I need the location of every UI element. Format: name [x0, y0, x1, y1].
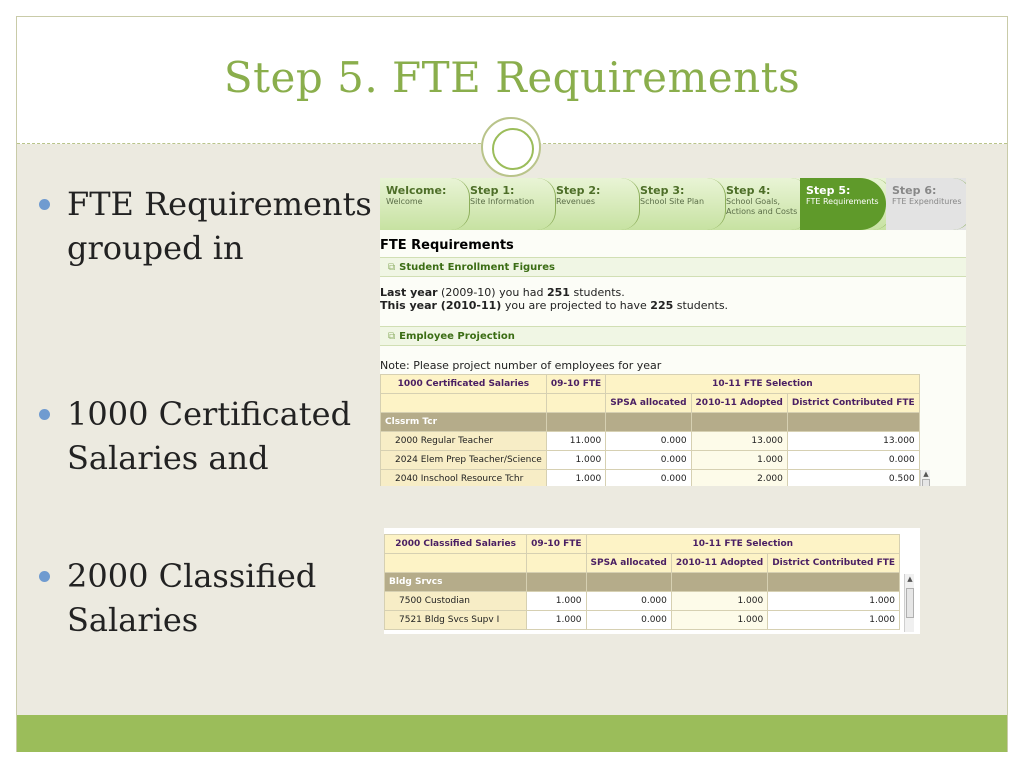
- certificated-table: [380, 374, 920, 486]
- wizard-step-6[interactable]: [886, 178, 966, 230]
- bullet-dot-icon: [39, 199, 50, 210]
- adopted-input[interactable]: 1.000: [671, 592, 767, 611]
- district-value: 1.000: [768, 592, 900, 611]
- wizard-step-4[interactable]: [720, 178, 804, 230]
- step-subtitle: School Goals, Actions and Costs: [726, 197, 798, 216]
- spsa-value: 0.000: [606, 432, 691, 451]
- bullet-item: [37, 392, 377, 480]
- step-subtitle: FTE Requirements: [806, 197, 879, 206]
- ring-ornament-icon: [481, 117, 541, 177]
- group-cell: [606, 413, 691, 432]
- wizard-step-5-active[interactable]: [800, 178, 886, 230]
- fte-0910-value: 1.000: [527, 611, 586, 630]
- table-row: [385, 611, 900, 630]
- col-0910: 09-10 FTE: [527, 535, 586, 554]
- last-year-count: 251: [547, 286, 570, 299]
- scroll-thumb[interactable]: [922, 479, 930, 486]
- group-cell: [691, 413, 787, 432]
- fte-0910-value: 1.000: [546, 470, 605, 487]
- this-year-label: This year (2010-11): [380, 299, 502, 312]
- footer-band: [17, 715, 1007, 752]
- col-district: District Contributed FTE: [768, 554, 900, 573]
- last-year-label: Last year: [380, 286, 438, 299]
- last-year-end: students.: [573, 286, 625, 299]
- pane-heading: FTE Requirements: [380, 238, 514, 253]
- wizard-step-1[interactable]: [464, 178, 550, 230]
- slide-title: Step 5. FTE Requirements: [223, 53, 801, 102]
- adopted-input[interactable]: 1.000: [671, 611, 767, 630]
- fte-0910-value: 11.000: [546, 432, 605, 451]
- step-subtitle: School Site Plan: [640, 197, 705, 206]
- row-label: 2024 Elem Prep Teacher/Science: [381, 451, 547, 470]
- group-cell: [787, 413, 919, 432]
- this-year-mid: you are projected to have: [504, 299, 647, 312]
- classified-table: [384, 534, 900, 630]
- table-title: 2000 Classified Salaries: [385, 535, 527, 554]
- row-label: 7521 Bldg Svcs Supv I: [385, 611, 527, 630]
- bullet-item: [37, 182, 377, 270]
- group-cell: [768, 573, 900, 592]
- col-0910: 09-10 FTE: [546, 375, 605, 394]
- this-year-text: [380, 299, 728, 312]
- spsa-value: 0.000: [606, 470, 691, 487]
- this-year-count: 225: [650, 299, 674, 312]
- popup-link-icon: ⧉: [388, 262, 396, 273]
- group-cell: [546, 413, 605, 432]
- district-value: 1.000: [768, 611, 900, 630]
- step-subtitle: Revenues: [556, 197, 596, 206]
- bullet-text: 1000 Certificated Salaries and: [67, 395, 352, 477]
- wizard-step-3[interactable]: [634, 178, 720, 230]
- fte-0910-value: 1.000: [546, 451, 605, 470]
- bullet-text: 2000 Classified Salaries: [67, 557, 317, 639]
- row-label: 2000 Regular Teacher: [381, 432, 547, 451]
- table-scrollbar[interactable]: [904, 574, 914, 632]
- table-row: [381, 451, 920, 470]
- step-title: Step 1:: [470, 184, 515, 197]
- col-adopted: 2010-11 Adopted: [671, 554, 767, 573]
- table-row: [381, 470, 920, 487]
- fte-0910-value: 1.000: [527, 592, 586, 611]
- wizard-step-2[interactable]: [550, 178, 634, 230]
- scroll-thumb[interactable]: [906, 588, 914, 618]
- step-title: Step 2:: [556, 184, 601, 197]
- col-selection: 10-11 FTE Selection: [586, 535, 899, 554]
- table-row: [381, 432, 920, 451]
- step-subtitle: Site Information: [470, 197, 535, 206]
- projection-section-header[interactable]: [380, 326, 966, 346]
- adopted-input[interactable]: 1.000: [691, 451, 787, 470]
- header-blank: [385, 554, 527, 573]
- row-label: 7500 Custodian: [385, 592, 527, 611]
- group-cell: [586, 573, 671, 592]
- spsa-value: 0.000: [586, 592, 671, 611]
- bullet-item: [37, 554, 377, 642]
- last-year-period: (2009-10): [441, 286, 496, 299]
- group-cell: [671, 573, 767, 592]
- table-row: [385, 592, 900, 611]
- header-blank: [381, 394, 547, 413]
- arrow-up-icon[interactable]: ▲: [923, 470, 929, 478]
- row-label: 2040 Inschool Resource Tchr: [381, 470, 547, 487]
- wizard-steps: [380, 178, 966, 230]
- classified-salaries-screenshot: [384, 528, 920, 634]
- step-title: Step 4:: [726, 184, 771, 197]
- fte-pane: [380, 230, 966, 486]
- header-blank: [527, 554, 586, 573]
- header-blank: [546, 394, 605, 413]
- bullet-dot-icon: [39, 571, 50, 582]
- col-district: District Contributed FTE: [787, 394, 919, 413]
- table-scrollbar[interactable]: [920, 470, 930, 486]
- col-selection: 10-11 FTE Selection: [606, 375, 919, 394]
- spsa-value: 0.000: [586, 611, 671, 630]
- district-value: 0.000: [787, 451, 919, 470]
- step-title: Step 5:: [806, 184, 851, 197]
- district-value: 13.000: [787, 432, 919, 451]
- section-title: Student Enrollment Figures: [399, 262, 555, 273]
- district-value: 0.500: [787, 470, 919, 487]
- group-row-label: Bldg Srvcs: [385, 573, 527, 592]
- enrollment-section-header[interactable]: [380, 257, 966, 277]
- arrow-up-icon[interactable]: ▲: [907, 575, 913, 583]
- step-subtitle: Welcome: [386, 197, 423, 206]
- popup-link-icon: ⧉: [388, 331, 396, 342]
- col-spsa: SPSA allocated: [586, 554, 671, 573]
- adopted-input[interactable]: 2.000: [691, 470, 787, 487]
- col-adopted: 2010-11 Adopted: [691, 394, 787, 413]
- table-title: 1000 Certificated Salaries: [381, 375, 547, 394]
- last-year-mid: you had: [499, 286, 544, 299]
- step-title: Welcome:: [386, 184, 447, 197]
- step-title: Step 6:: [892, 184, 937, 197]
- bullet-dot-icon: [39, 409, 50, 420]
- bullet-text: FTE Requirements grouped in: [67, 185, 372, 267]
- group-row-label: Clssrm Tcr: [381, 413, 547, 432]
- group-cell: [527, 573, 586, 592]
- projection-note: Note: Please project number of employees for year: [380, 359, 662, 372]
- section-title: Employee Projection: [399, 331, 515, 342]
- fte-requirements-screenshot: [380, 178, 966, 486]
- wizard-step-welcome[interactable]: [380, 178, 464, 230]
- col-spsa: SPSA allocated: [606, 394, 691, 413]
- adopted-input[interactable]: 13.000: [691, 432, 787, 451]
- last-year-text: [380, 286, 625, 299]
- spsa-value: 0.000: [606, 451, 691, 470]
- step-title: Step 3:: [640, 184, 685, 197]
- this-year-end: students.: [676, 299, 729, 312]
- step-subtitle: FTE Expenditures: [892, 197, 962, 206]
